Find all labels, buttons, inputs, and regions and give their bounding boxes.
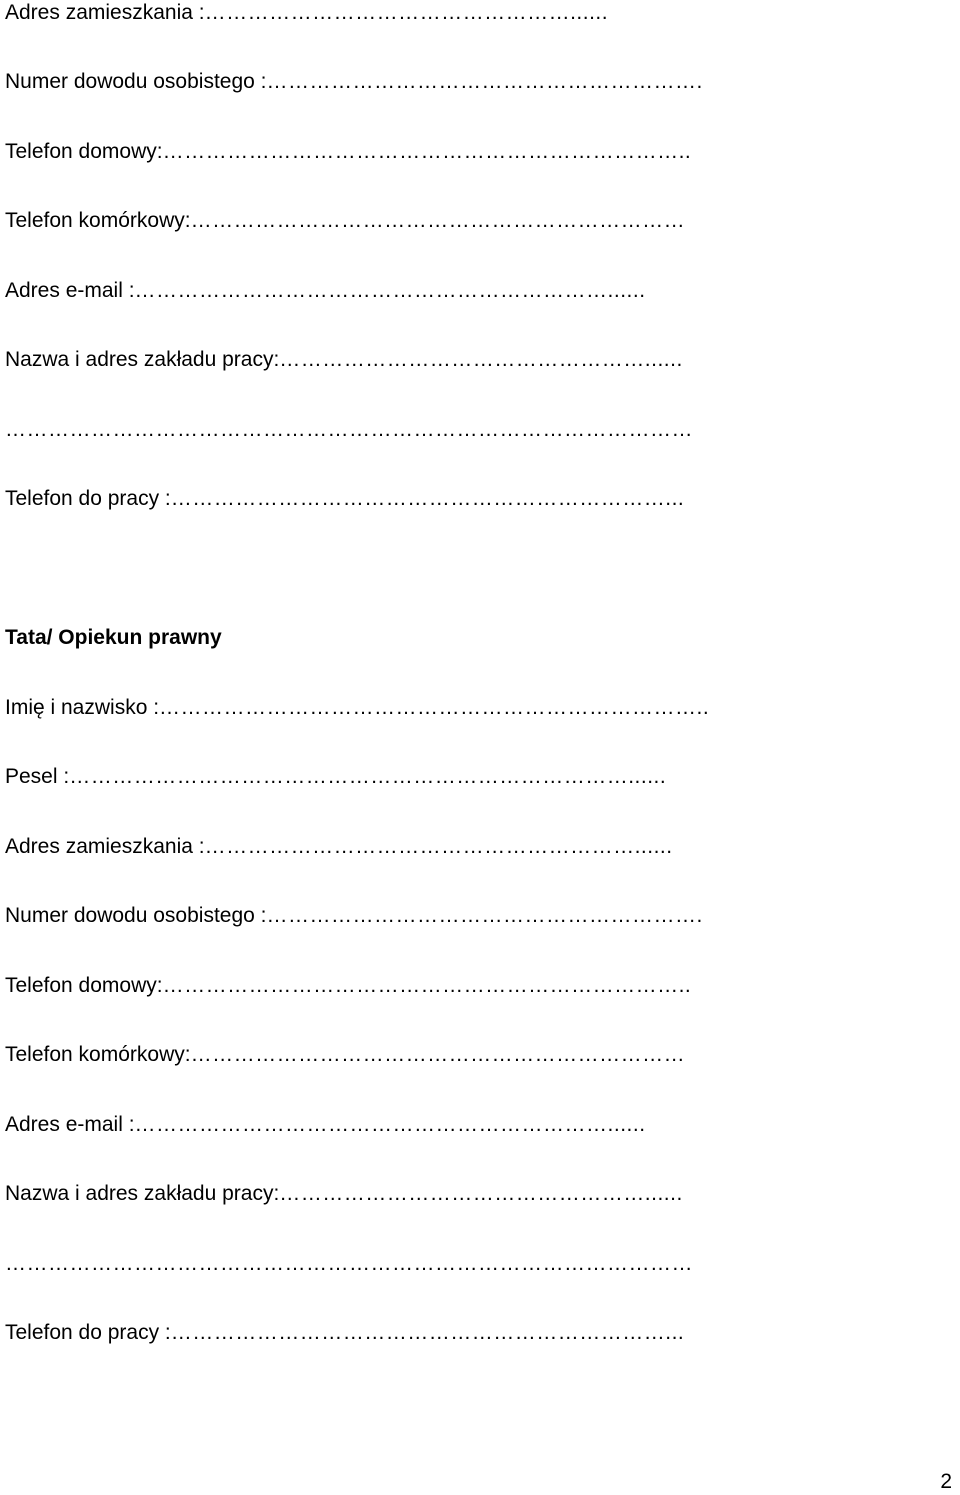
workplace-label: Nazwa i adres zakładu pracy: — [5, 348, 280, 371]
father-id-number-field[interactable] — [5, 903, 955, 929]
home-phone-dots: ……………………………………………………………….. — [162, 140, 692, 163]
workplace-continuation-field[interactable] — [5, 417, 955, 443]
father-email-dots: …………………………………………………………...... — [134, 1113, 646, 1136]
address-field[interactable] — [5, 0, 955, 26]
page-number: 2 — [940, 1470, 952, 1493]
email-field[interactable] — [5, 278, 955, 304]
address-label: Adres zamieszkania : — [5, 1, 205, 24]
father-address-dots: ……………………………………………………...... — [204, 835, 673, 858]
work-phone-label: Telefon do pracy : — [5, 487, 171, 510]
father-work-phone-label: Telefon do pracy : — [5, 1321, 171, 1344]
father-work-phone-field[interactable] — [5, 1320, 955, 1346]
father-workplace-dots: ……………………………………………...... — [279, 1182, 683, 1205]
home-phone-label: Telefon domowy: — [5, 140, 163, 163]
mobile-phone-field[interactable] — [5, 208, 955, 234]
father-pesel-dots: ……………………………………………………………………...... — [69, 765, 667, 788]
work-phone-field[interactable] — [5, 486, 955, 512]
father-home-phone-label: Telefon domowy: — [5, 974, 163, 997]
father-home-phone-field[interactable] — [5, 973, 955, 999]
father-work-phone-dots: ……………………………………………………………... — [170, 1321, 685, 1344]
email-label: Adres e-mail : — [5, 279, 135, 302]
father-mobile-phone-dots: …………………………………………………………… — [190, 1043, 686, 1066]
id-number-field[interactable] — [5, 69, 955, 95]
father-name-label: Imię i nazwisko : — [5, 696, 160, 719]
father-mobile-phone-field[interactable] — [5, 1042, 955, 1068]
mobile-phone-label: Telefon komórkowy: — [5, 209, 191, 232]
father-pesel-field[interactable] — [5, 764, 955, 790]
email-dots: …………………………………………………………...... — [134, 279, 646, 302]
father-email-label: Adres e-mail : — [5, 1113, 135, 1136]
father-workplace-continuation-dots: …………………………………………………………………………………… — [5, 1252, 693, 1275]
workplace-dots: ……………………………………………...... — [279, 348, 683, 371]
id-number-dots: ……………………………………………………. — [266, 70, 703, 93]
workplace-field[interactable] — [5, 347, 955, 373]
mobile-phone-dots: …………………………………………………………… — [190, 209, 686, 232]
father-workplace-continuation-field[interactable] — [5, 1251, 955, 1277]
father-address-field[interactable] — [5, 834, 955, 860]
id-number-label: Numer dowodu osobistego : — [5, 70, 267, 93]
father-workplace-label: Nazwa i adres zakładu pracy: — [5, 1182, 280, 1205]
father-email-field[interactable] — [5, 1112, 955, 1138]
father-section-heading: Tata/ Opiekun prawny — [5, 626, 222, 649]
father-name-dots: ………………………………………………………………….. — [159, 696, 710, 719]
father-address-label: Adres zamieszkania : — [5, 835, 205, 858]
father-workplace-field[interactable] — [5, 1181, 955, 1207]
home-phone-field[interactable] — [5, 139, 955, 165]
father-pesel-label: Pesel : — [5, 765, 70, 788]
address-dots: ……………………………………………...... — [204, 1, 609, 24]
father-name-field[interactable] — [5, 695, 955, 721]
workplace-continuation-dots: …………………………………………………………………………………… — [5, 418, 693, 441]
father-id-number-dots: ……………………………………………………. — [266, 904, 703, 927]
father-mobile-phone-label: Telefon komórkowy: — [5, 1043, 191, 1066]
father-id-number-label: Numer dowodu osobistego : — [5, 904, 267, 927]
father-home-phone-dots: ……………………………………………………………….. — [162, 974, 692, 997]
work-phone-dots: ……………………………………………………………... — [170, 487, 685, 510]
